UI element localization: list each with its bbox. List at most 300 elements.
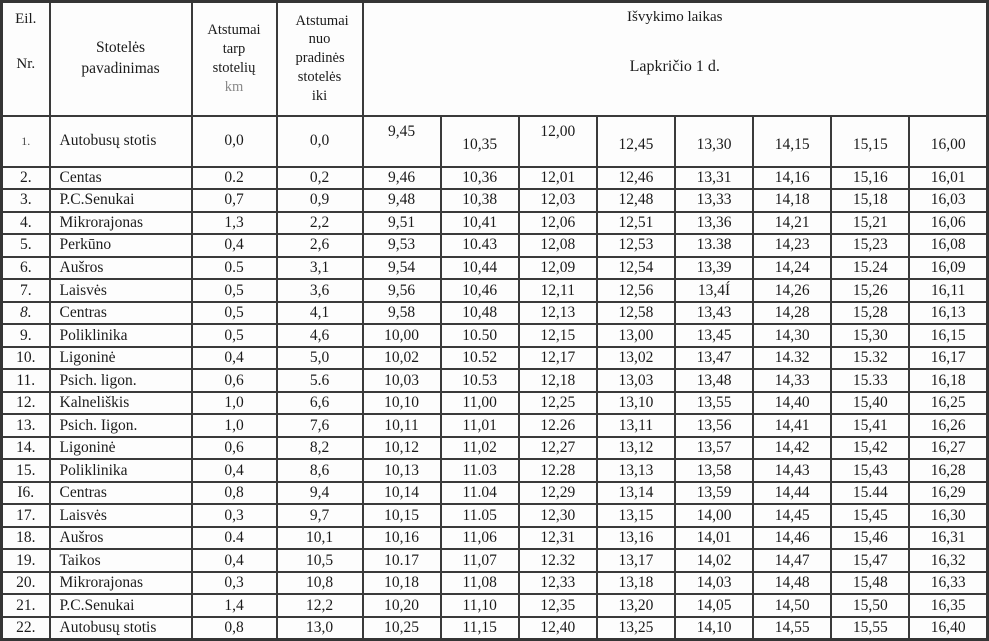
time-cell: 14,10	[675, 617, 753, 640]
header-distance-between	[192, 2, 277, 116]
time-cell: 16,29	[909, 482, 987, 505]
time-cell: 10.17	[363, 549, 441, 572]
row-number-cell: 19.	[2, 549, 50, 572]
time-cell: 13,02	[597, 347, 675, 370]
time-cell: 14,26	[753, 279, 831, 302]
time-cell: 14,43	[753, 459, 831, 482]
time-cell: 16,30	[909, 504, 987, 527]
time-cell: 12,18	[519, 369, 597, 392]
time-cell: 13,58	[675, 459, 753, 482]
distance-between-cell: 1,0	[192, 392, 277, 415]
time-cell: 13,57	[675, 437, 753, 460]
time-cell: 13,56	[675, 414, 753, 437]
header-row	[2, 2, 988, 116]
stop-name-cell: Aušros	[50, 257, 192, 280]
distance-between-cell: 0,6	[192, 437, 277, 460]
distance-between-cell: 0,5	[192, 279, 277, 302]
time-cell: 16,25	[909, 392, 987, 415]
time-cell: 13,47	[675, 347, 753, 370]
time-cell: 12,51	[597, 212, 675, 235]
stop-name-cell: Mikrorajonas	[50, 212, 192, 235]
time-cell: 12,03	[519, 189, 597, 212]
table-row	[2, 482, 988, 505]
time-cell: 12,33	[519, 572, 597, 595]
distance-between-cell: 0,8	[192, 482, 277, 505]
time-cell: 12,54	[597, 257, 675, 280]
time-cell: 14,21	[753, 212, 831, 235]
time-cell: 12,09	[519, 257, 597, 280]
time-cell: 14,01	[675, 527, 753, 550]
time-cell: 16,28	[909, 459, 987, 482]
time-cell: 13,16	[597, 527, 675, 550]
row-number-cell: 12.	[2, 392, 50, 415]
stop-name-cell: Laisvės	[50, 279, 192, 302]
time-cell: 10,35	[441, 116, 519, 167]
time-cell: 13,10	[597, 392, 675, 415]
distance-between-cell: 0,5	[192, 324, 277, 347]
distance-total-cell: 0,9	[277, 189, 363, 212]
time-cell: 12,17	[519, 347, 597, 370]
row-number-cell: 6.	[2, 257, 50, 280]
time-cell: 14,33	[753, 369, 831, 392]
time-cell: 11.05	[441, 504, 519, 527]
stop-name-cell: Autobusų stotis	[50, 116, 192, 167]
time-cell: 16,40	[909, 617, 987, 640]
time-cell: 10.50	[441, 324, 519, 347]
stop-name-cell: Aušros	[50, 527, 192, 550]
time-cell: 13,31	[675, 167, 753, 190]
time-cell: 14,18	[753, 189, 831, 212]
time-cell: 10,36	[441, 167, 519, 190]
time-cell: 14,40	[753, 392, 831, 415]
time-cell: 14,16	[753, 167, 831, 190]
distance-total-cell: 0,2	[277, 167, 363, 190]
distance-total-cell: 4,1	[277, 302, 363, 325]
row-number-cell: 8.	[2, 302, 50, 325]
time-cell: 10,13	[363, 459, 441, 482]
time-cell: 16,31	[909, 527, 987, 550]
time-cell: 16,01	[909, 167, 987, 190]
time-cell: 15.24	[831, 257, 909, 280]
time-cell: 15.32	[831, 347, 909, 370]
time-cell: 11,01	[441, 414, 519, 437]
stop-name-cell: Psich. ligon.	[50, 369, 192, 392]
time-cell: 10,20	[363, 594, 441, 617]
table-row	[2, 392, 988, 415]
table-row	[2, 549, 988, 572]
time-cell: 10,25	[363, 617, 441, 640]
time-cell: 13,43	[675, 302, 753, 325]
time-cell: 12,40	[519, 617, 597, 640]
time-cell: 16,33	[909, 572, 987, 595]
time-cell: 13,20	[597, 594, 675, 617]
table-row	[2, 594, 988, 617]
stop-name-cell: Psich. Iigon.	[50, 414, 192, 437]
time-cell: 12,46	[597, 167, 675, 190]
time-cell: 13,15	[597, 504, 675, 527]
table-row	[2, 504, 988, 527]
time-cell: 9,45	[363, 116, 441, 167]
time-cell: 14,46	[753, 527, 831, 550]
time-cell: 15,41	[831, 414, 909, 437]
time-cell: 12,48	[597, 189, 675, 212]
time-cell: 10,41	[441, 212, 519, 235]
row-number-cell: 15.	[2, 459, 50, 482]
table-header	[2, 2, 988, 116]
distance-total-cell: 8,6	[277, 459, 363, 482]
time-cell: 14,03	[675, 572, 753, 595]
time-cell: 12,53	[597, 234, 675, 257]
time-cell: 13,30	[675, 116, 753, 167]
time-cell: 12,11	[519, 279, 597, 302]
header-nr-label: Nr.	[16, 56, 36, 72]
distance-between-cell: 1,4	[192, 594, 277, 617]
time-cell: 10,18	[363, 572, 441, 595]
time-cell: 15.44	[831, 482, 909, 505]
time-cell: 14,30	[753, 324, 831, 347]
time-cell: 16,26	[909, 414, 987, 437]
row-number-cell: 7.	[2, 279, 50, 302]
stop-name-cell: Perkūno	[50, 234, 192, 257]
time-cell: 13,18	[597, 572, 675, 595]
table-row	[2, 527, 988, 550]
distance-between-cell: 0.2	[192, 167, 277, 190]
stop-name-cell: Centras	[50, 482, 192, 505]
time-cell: 14,15	[753, 116, 831, 167]
row-number-cell: 14.	[2, 437, 50, 460]
distance-total-cell: 2,6	[277, 234, 363, 257]
distance-total-cell: 0,0	[277, 116, 363, 167]
distance-total-cell: 2,2	[277, 212, 363, 235]
distance-between-cell: 0,0	[192, 116, 277, 167]
time-cell: 9,56	[363, 279, 441, 302]
stop-name-cell: Centas	[50, 167, 192, 190]
row-number-cell: 11.	[2, 369, 50, 392]
header-row-number	[2, 2, 50, 116]
stop-name-cell: Laisvės	[50, 504, 192, 527]
time-cell: 13,39	[675, 257, 753, 280]
time-cell: 10,48	[441, 302, 519, 325]
time-cell: 16,08	[909, 234, 987, 257]
time-cell: 9,54	[363, 257, 441, 280]
time-cell: 10,44	[441, 257, 519, 280]
header-departure-title: Išvykimo laikas	[627, 9, 723, 25]
time-cell: 15,42	[831, 437, 909, 460]
distance-between-cell: 0,3	[192, 572, 277, 595]
time-cell: 12,25	[519, 392, 597, 415]
table-row	[2, 279, 988, 302]
stop-name-cell: Ligoninė	[50, 347, 192, 370]
table-row	[2, 167, 988, 190]
time-cell: 16,17	[909, 347, 987, 370]
time-cell: 13,59	[675, 482, 753, 505]
time-cell: 11,06	[441, 527, 519, 550]
time-cell: 14,42	[753, 437, 831, 460]
time-cell: 12,08	[519, 234, 597, 257]
time-cell: 15,26	[831, 279, 909, 302]
stop-name-cell: Kalneliškis	[50, 392, 192, 415]
table-row	[2, 324, 988, 347]
time-cell: 11,00	[441, 392, 519, 415]
time-cell: 10,14	[363, 482, 441, 505]
table-row	[2, 212, 988, 235]
distance-total-cell: 9,4	[277, 482, 363, 505]
stop-name-cell: Autobusų stotis	[50, 617, 192, 640]
time-cell: 16,03	[909, 189, 987, 212]
distance-between-cell: 0,7	[192, 189, 277, 212]
time-cell: 13,03	[597, 369, 675, 392]
table-row	[2, 437, 988, 460]
table-row	[2, 572, 988, 595]
time-cell: 12,29	[519, 482, 597, 505]
stop-name-cell: Poliklinika	[50, 459, 192, 482]
time-cell: 12,31	[519, 527, 597, 550]
time-cell: 13,45	[675, 324, 753, 347]
time-cell: 10,46	[441, 279, 519, 302]
row-number-cell: 4.	[2, 212, 50, 235]
row-number-cell: 18.	[2, 527, 50, 550]
time-cell: 12,13	[519, 302, 597, 325]
time-cell: 13,00	[597, 324, 675, 347]
time-cell: 14,48	[753, 572, 831, 595]
time-cell: 15,50	[831, 594, 909, 617]
row-number-cell: 22.	[2, 617, 50, 640]
time-cell: 14,41	[753, 414, 831, 437]
time-cell: 13,14	[597, 482, 675, 505]
time-cell: 11,15	[441, 617, 519, 640]
header-departure-times	[363, 2, 988, 116]
time-cell: 13,4Í	[675, 279, 753, 302]
header-stop-name: Stotelės pavadinimas	[50, 2, 192, 116]
distance-between-cell: 0,6	[192, 369, 277, 392]
time-cell: 16,27	[909, 437, 987, 460]
header-eil-label: Eil.	[15, 11, 37, 27]
time-cell: 11,07	[441, 549, 519, 572]
time-cell: 12.26	[519, 414, 597, 437]
distance-total-cell: 13,0	[277, 617, 363, 640]
time-cell: 16,15	[909, 324, 987, 347]
time-cell: 16,18	[909, 369, 987, 392]
distance-between-cell: 0,3	[192, 504, 277, 527]
header-distance-total: Atstumai nuo pradinės stotelės iki	[277, 2, 363, 116]
time-cell: 14,23	[753, 234, 831, 257]
stop-name-cell: Mikrorajonas	[50, 572, 192, 595]
time-cell: 15,46	[831, 527, 909, 550]
time-cell: 13,48	[675, 369, 753, 392]
time-cell: 13,13	[597, 459, 675, 482]
time-cell: 9,46	[363, 167, 441, 190]
row-number-cell: 20.	[2, 572, 50, 595]
table-row	[2, 234, 988, 257]
time-cell: 10,02	[363, 347, 441, 370]
time-cell: 12,35	[519, 594, 597, 617]
time-cell: 12,30	[519, 504, 597, 527]
time-cell: 10,12	[363, 437, 441, 460]
time-cell: 12.28	[519, 459, 597, 482]
time-cell: 14,28	[753, 302, 831, 325]
distance-total-cell: 3,1	[277, 257, 363, 280]
row-number-cell: 17.	[2, 504, 50, 527]
time-cell: 11,10	[441, 594, 519, 617]
time-cell: 12.32	[519, 549, 597, 572]
schedule-body	[2, 116, 988, 640]
stop-name-cell: P.C.Senukai	[50, 189, 192, 212]
time-cell: 10,03	[363, 369, 441, 392]
stop-name-cell: Poliklinika	[50, 324, 192, 347]
table-row	[2, 116, 988, 167]
time-cell: 12,01	[519, 167, 597, 190]
time-cell: 15,47	[831, 549, 909, 572]
time-cell: 13,36	[675, 212, 753, 235]
distance-total-cell: 5,0	[277, 347, 363, 370]
time-cell: 13.38	[675, 234, 753, 257]
time-cell: 16,32	[909, 549, 987, 572]
distance-between-cell: 1,0	[192, 414, 277, 437]
table-row	[2, 189, 988, 212]
row-number-cell: I6.	[2, 482, 50, 505]
time-cell: 11.04	[441, 482, 519, 505]
time-cell: 14,50	[753, 594, 831, 617]
row-number-cell: 9.	[2, 324, 50, 347]
time-cell: 16,11	[909, 279, 987, 302]
time-cell: 13,33	[675, 189, 753, 212]
time-cell: 15,30	[831, 324, 909, 347]
header-km-unit: km	[224, 78, 244, 95]
time-cell: 14,44	[753, 482, 831, 505]
time-cell: 16,35	[909, 594, 987, 617]
time-cell: 10.53	[441, 369, 519, 392]
time-cell: 14,05	[675, 594, 753, 617]
time-cell: 12,00	[519, 116, 597, 167]
table-row	[2, 414, 988, 437]
row-number-cell: 21.	[2, 594, 50, 617]
time-cell: 15,18	[831, 189, 909, 212]
time-cell: 12,27	[519, 437, 597, 460]
stop-name-cell: Centras	[50, 302, 192, 325]
time-cell: 14,55	[753, 617, 831, 640]
distance-between-cell: 0,4	[192, 459, 277, 482]
table-row	[2, 257, 988, 280]
time-cell: 10,38	[441, 189, 519, 212]
distance-total-cell: 10,5	[277, 549, 363, 572]
time-cell: 16,13	[909, 302, 987, 325]
time-cell: 11,08	[441, 572, 519, 595]
time-cell: 9,58	[363, 302, 441, 325]
distance-between-cell: 0,4	[192, 347, 277, 370]
table-row	[2, 617, 988, 640]
stop-name-cell: P.C.Senukai	[50, 594, 192, 617]
distance-total-cell: 10,8	[277, 572, 363, 595]
time-cell: 15,45	[831, 504, 909, 527]
table-row	[2, 347, 988, 370]
time-cell: 14,24	[753, 257, 831, 280]
time-cell: 14,02	[675, 549, 753, 572]
time-cell: 9,48	[363, 189, 441, 212]
time-cell: 9,53	[363, 234, 441, 257]
row-number-cell: 1.	[2, 116, 50, 167]
time-cell: 12,58	[597, 302, 675, 325]
time-cell: 15,15	[831, 116, 909, 167]
time-cell: 10,00	[363, 324, 441, 347]
distance-between-cell: 0,8	[192, 617, 277, 640]
time-cell: 10,11	[363, 414, 441, 437]
time-cell: 15,21	[831, 212, 909, 235]
distance-between-cell: 0.4	[192, 527, 277, 550]
time-cell: 10,10	[363, 392, 441, 415]
row-number-cell: 13.	[2, 414, 50, 437]
time-cell: 15.33	[831, 369, 909, 392]
stop-name-cell: Taikos	[50, 549, 192, 572]
row-number-cell: 10.	[2, 347, 50, 370]
distance-total-cell: 6,6	[277, 392, 363, 415]
time-cell: 9,51	[363, 212, 441, 235]
time-cell: 15,40	[831, 392, 909, 415]
time-cell: 14,45	[753, 504, 831, 527]
header-distance-between-label: Atstumai tarp stotelių	[207, 22, 261, 76]
time-cell: 13,55	[675, 392, 753, 415]
time-cell: 13,25	[597, 617, 675, 640]
table-row	[2, 459, 988, 482]
time-cell: 14,00	[675, 504, 753, 527]
distance-total-cell: 5.6	[277, 369, 363, 392]
distance-total-cell: 8,2	[277, 437, 363, 460]
distance-total-cell: 10,1	[277, 527, 363, 550]
time-cell: 11,02	[441, 437, 519, 460]
time-cell: 15,16	[831, 167, 909, 190]
distance-total-cell: 12,2	[277, 594, 363, 617]
stop-name-cell: Ligoninė	[50, 437, 192, 460]
time-cell: 10.43	[441, 234, 519, 257]
time-cell: 13,12	[597, 437, 675, 460]
time-cell: 15,43	[831, 459, 909, 482]
distance-between-cell: 0,4	[192, 549, 277, 572]
distance-total-cell: 7,6	[277, 414, 363, 437]
time-cell: 14,47	[753, 549, 831, 572]
time-cell: 15,55	[831, 617, 909, 640]
time-cell: 10.52	[441, 347, 519, 370]
time-cell: 12,56	[597, 279, 675, 302]
time-cell: 15,23	[831, 234, 909, 257]
time-cell: 12,15	[519, 324, 597, 347]
table-row	[2, 302, 988, 325]
distance-between-cell: 0,4	[192, 234, 277, 257]
row-number-cell: 3.	[2, 189, 50, 212]
time-cell: 12,06	[519, 212, 597, 235]
time-cell: 10,16	[363, 527, 441, 550]
time-cell: 11.03	[441, 459, 519, 482]
table-row	[2, 369, 988, 392]
header-date-label: Lapkričio 1 d.	[629, 58, 720, 75]
time-cell: 15,28	[831, 302, 909, 325]
row-number-cell: 5.	[2, 234, 50, 257]
distance-between-cell: 1,3	[192, 212, 277, 235]
time-cell: 13,11	[597, 414, 675, 437]
distance-between-cell: 0.5	[192, 257, 277, 280]
time-cell: 14.32	[753, 347, 831, 370]
time-cell: 12,45	[597, 116, 675, 167]
distance-between-cell: 0,5	[192, 302, 277, 325]
time-cell: 10,15	[363, 504, 441, 527]
time-cell: 15,48	[831, 572, 909, 595]
time-cell: 16,00	[909, 116, 987, 167]
distance-total-cell: 3,6	[277, 279, 363, 302]
time-cell: 16,06	[909, 212, 987, 235]
time-cell: 16,09	[909, 257, 987, 280]
row-number-cell: 2.	[2, 167, 50, 190]
distance-total-cell: 4,6	[277, 324, 363, 347]
time-cell: 13,17	[597, 549, 675, 572]
distance-total-cell: 9,7	[277, 504, 363, 527]
